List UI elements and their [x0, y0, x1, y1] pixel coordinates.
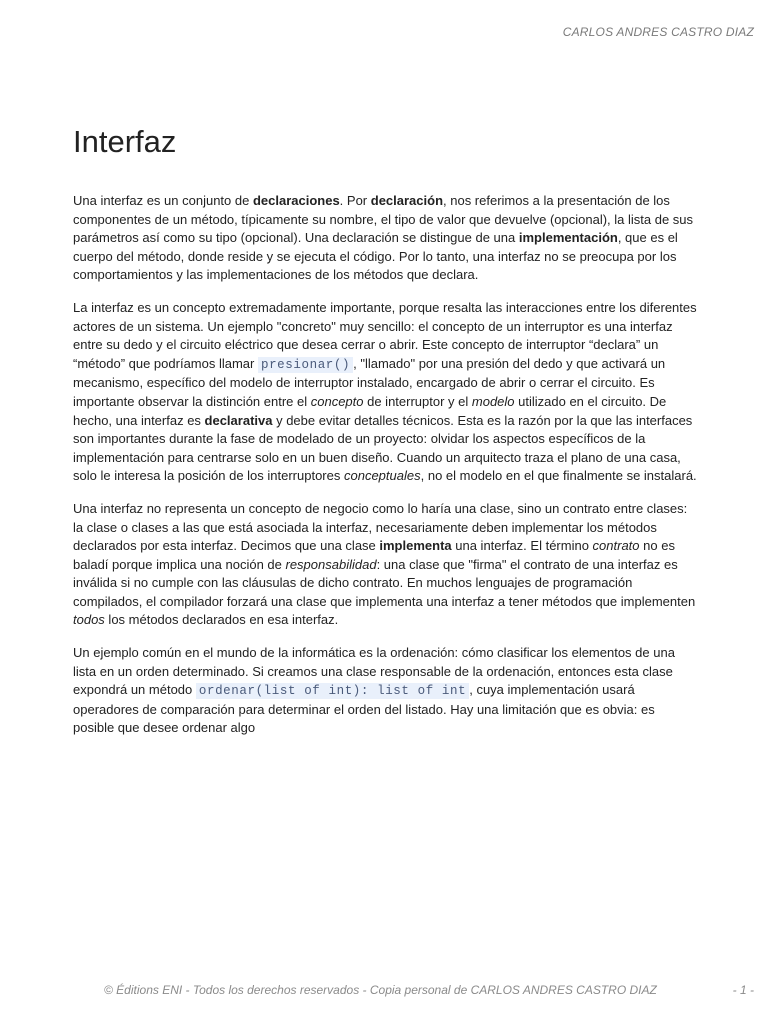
italic-term: modelo [471, 393, 515, 409]
paragraph-2 [73, 299, 698, 486]
paragraph-3 [73, 500, 698, 630]
document-body [73, 192, 698, 752]
text: , "llamado" por una presión del dedo y que activará un mecanismo, específico del modelo de interruptor instalado, encargado de abrir o cerrar el circuito. Es importante observar la distinción entre el [73, 355, 666, 409]
italic-term: todos [73, 612, 105, 628]
text: . Por [339, 193, 371, 208]
text: no es baladí porque implica una noción de [73, 538, 675, 572]
text: : una clase que "firma" el contrato de una interfaz es inválida si no cumple con las cláusulas de dicho contrato. En muchos lenguajes de programación compilados, el compilador forzará una clase que implementa una interfaz a tener métodos que implementen [73, 556, 696, 609]
text: , que es el cuerpo del método, donde reside y se ejecuta el código. Por lo tanto, una interfaz no se preocupa por los comportamientos y las implementaciones de los métodos que declara. [73, 230, 678, 283]
footer-copyright: © Éditions ENI - Todos los derechos reservados - Copia personal de CARLOS ANDRES CASTRO DIAZ [104, 983, 657, 997]
text: Una interfaz es un conjunto de [73, 193, 253, 208]
bold-term: declaraciones [252, 193, 340, 208]
text: los métodos declarados en esa interfaz. [104, 612, 339, 628]
text: Una interfaz no representa un concepto de negocio como lo haría una clase, sino un contrato entre clases: la clase o clases a las que está asociada la interfaz, necesariamente deben implementar los métodos declarados por esta interfaz. Decimos que una clase [73, 500, 688, 554]
bold-term: implementa [379, 538, 452, 554]
text: utilizado en el circuito. De hecho, una interfaz es [73, 393, 667, 428]
italic-term: conceptuales [343, 468, 421, 484]
bold-term: declaración [370, 193, 444, 208]
italic-term: contrato [592, 538, 640, 554]
page-title: Interfaz [73, 124, 177, 159]
italic-term: responsabilidad [285, 556, 377, 572]
bold-term: implementación [518, 230, 618, 246]
text: de interruptor y el [363, 393, 472, 409]
text: una interfaz. El término [451, 538, 593, 554]
inline-code: ordenar(list of int): list of int [196, 683, 469, 699]
text: , cuya implementación usará operadores de comparación para determinar el orden del listado. Hay una limitación que es obvia: es posible que desee ordenar algo [73, 682, 655, 736]
inline-code: presionar() [258, 357, 353, 373]
bold-term: declarativa [204, 412, 273, 428]
page-number: - 1 - [732, 983, 754, 997]
text: y debe evitar detalles técnicos. Esta es la razón por la que las interfaces son importantes durante la fase de modelado de un proyecto: olvidar los aspectos específicos de la implementación para centrarse solo en un buen diseño. Cuando un arquitecto traza el plano de una casa, solo le interesa la posición de los interruptores [73, 412, 693, 484]
text: , nos referimos a la presentación de los componentes de un método, típicamente su nombre, el tipo de valor que devuelve (opcional), la lista de sus parámetros así como su tipo (opcional). Una declaración se distingue de una [73, 193, 694, 246]
text: La interfaz es un concepto extremadamente importante, porque resalta las interacciones entre los diferentes actores de un sistema. Un ejemplo "concreto" muy sencillo: el concepto de un interruptor es una interfaz entre su dedo y el circuito eléctrico que desea cerrar o abrir. Este concepto de interruptor “declara” un “método” que podríamos llamar [73, 299, 697, 371]
paragraph-1 [73, 192, 698, 285]
paragraph-4 [73, 644, 698, 738]
text: Un ejemplo común en el mundo de la informática es la ordenación: cómo clasificar los elementos de una lista en un orden determinado. Si creamos una clase responsable de la ordenación, entonces esta clase expondrá un método [73, 645, 675, 698]
italic-term: concepto [310, 393, 364, 409]
header-author: CARLOS ANDRES CASTRO DIAZ [562, 25, 754, 39]
text: , no el modelo en el que finalmente se instalará. [420, 468, 697, 484]
